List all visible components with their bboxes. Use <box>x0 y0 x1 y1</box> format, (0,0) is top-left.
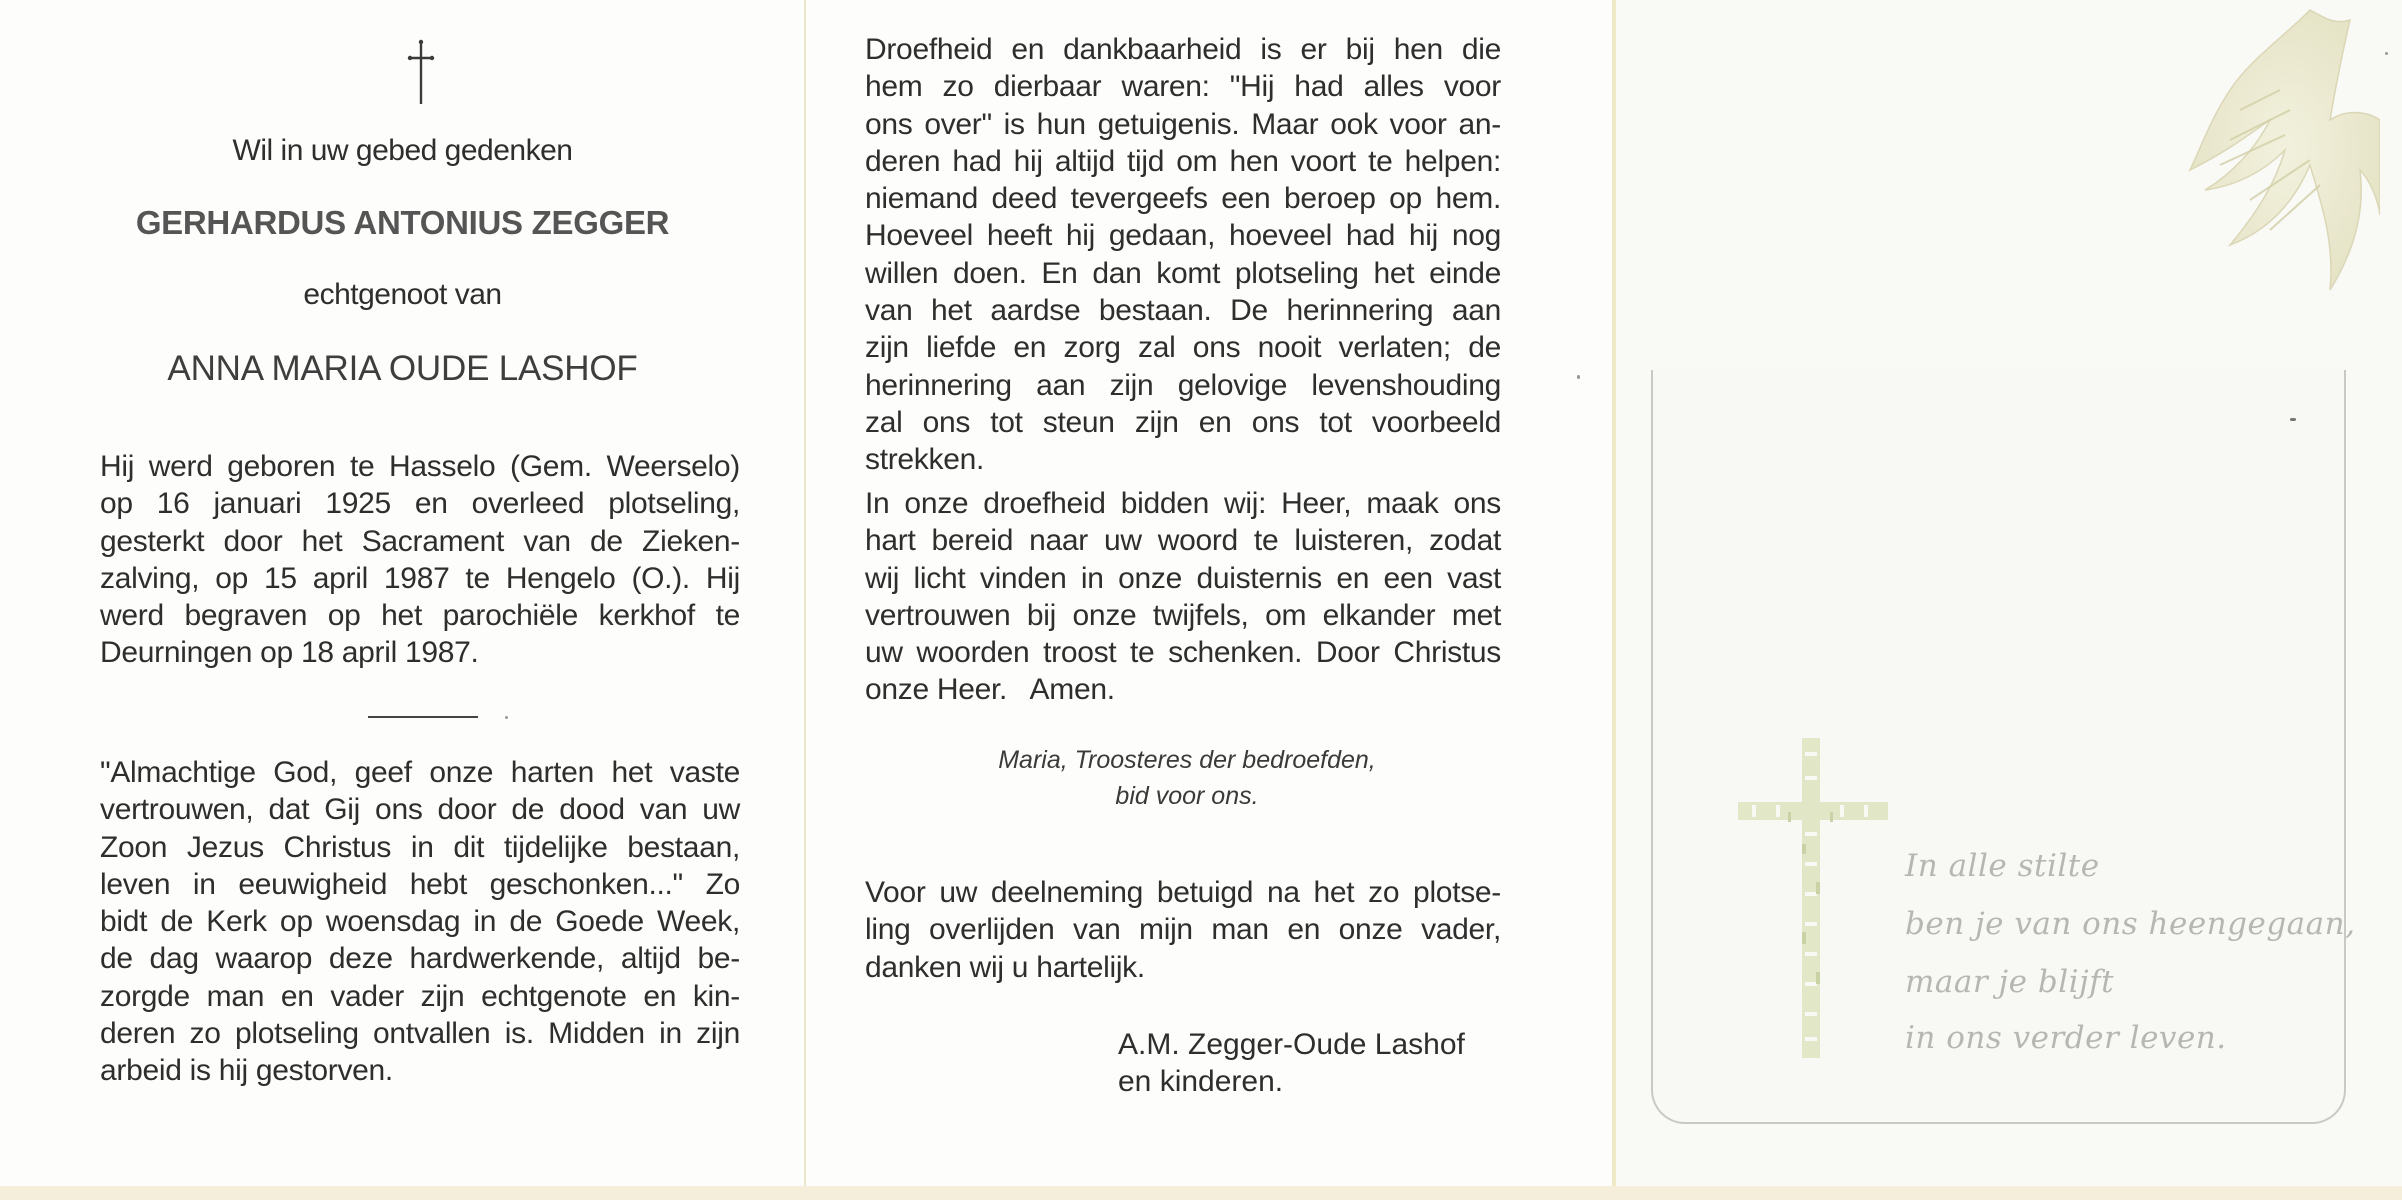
bio-line: op 16 januari 1925 en overleed plotseling, <box>100 487 740 521</box>
remembrance-line: deren had hij altijd tijd om hen voort te helpen: <box>865 144 1501 178</box>
quote-line: vertrouwen, dat Gij ons door de dood van uw <box>100 793 740 827</box>
dove-image <box>2080 0 2380 340</box>
remembrance-line: Hoeveel heeft hij gedaan, hoeveel had hij nog <box>865 219 1501 253</box>
prayer-line: In onze droefheid bidden wij: Heer, maak ons <box>865 487 1501 520</box>
remembrance-paragraph <box>865 31 1501 479</box>
deceased-name: GERHARDUS ANTONIUS ZEGGER <box>135 204 670 241</box>
fold-line <box>1612 0 1616 1200</box>
prayer-line: vertrouwen bij onze twijfels, om elkander met <box>865 598 1501 632</box>
thanks-paragraph <box>865 874 1501 986</box>
remembrance-line: strekken. <box>865 443 985 477</box>
remembrance-line: Droefheid en dankbaarheid is er bij hen die <box>865 33 1501 66</box>
bio-line: werd begraven op het parochiële kerkhof te <box>100 599 740 633</box>
quote-line: arbeid is hij gestorven. <box>100 1054 393 1088</box>
signature-name: A.M. Zegger-Oude Lashof <box>1118 1028 1465 1061</box>
quote-line: de dag waarop deze hardwerkende, altijd be- <box>100 942 740 976</box>
quote-line: deren zo plotseling ontvallen is. Midden in zijn <box>100 1017 740 1051</box>
remembrance-line: hem zo dierbaar waren: "Hij had alles voor <box>865 70 1501 104</box>
remembrance-line: van het aardse bestaan. De herinnering aan <box>865 294 1501 328</box>
remembrance-line: niemand deed tevergeefs een beroep op hem. <box>865 182 1501 216</box>
signature-family: en kinderen. <box>1118 1065 1284 1098</box>
bio-line: Deurningen op 18 april 1987. <box>100 636 479 670</box>
prayer-paragraph <box>865 485 1501 709</box>
quote-line: leven in eeuwigheid hebt geschonken..." Zo <box>100 867 740 901</box>
invocation-line: bid voor ons. <box>1115 782 1259 810</box>
paper-speck <box>2290 418 2296 421</box>
marian-invocation <box>882 742 1492 814</box>
thanks-line: Voor uw deelneming betuigd na het zo plotse- <box>865 876 1501 909</box>
cross-icon <box>401 38 441 106</box>
paper-speck <box>505 716 508 719</box>
poem-line: maar je blijft <box>1905 964 2115 1000</box>
thanks-line: danken wij u hartelijk. <box>865 950 1145 984</box>
left-panel <box>0 0 805 1200</box>
remembrance-line: willen doen. En dan komt plotseling het einde <box>865 256 1501 290</box>
bio-line: Hij werd geboren te Hasselo (Gem. Weerselo) <box>100 450 740 483</box>
bio-line: zalving, op 15 april 1987 te Hengelo (O.). Hij <box>100 561 740 595</box>
prayer-line: hart bereid naar uw woord te luisteren, zodat <box>865 524 1501 558</box>
divider-line <box>368 716 478 718</box>
biography-paragraph <box>100 448 740 672</box>
quote-line: zorgde man en vader zijn echtgenote en kin- <box>100 979 740 1013</box>
embossed-cross-image <box>1730 732 1900 1062</box>
remembrance-line: herinnering aan zijn gelovige levenshouding <box>865 368 1501 402</box>
thanks-line: ling overlijden van mijn man en onze vader, <box>865 913 1501 947</box>
prayer-line: wij licht vinden in onze duisternis en een vast <box>865 561 1501 595</box>
quote-line: "Almachtige God, geef onze harten het vaste <box>100 756 740 789</box>
remembrance-line: zijn liefde en zorg zal ons nooit verlaten; de <box>865 331 1501 365</box>
fold-line <box>804 0 806 1200</box>
paper-edge <box>0 1186 2402 1200</box>
prayer-line: uw woorden troost te schenken. Door Christus <box>865 636 1501 670</box>
spouse-label: echtgenoot van <box>303 278 502 311</box>
poem-line: in ons verder leven. <box>1905 1020 2227 1056</box>
remembrance-line: ons over" is hun getuigenis. Maar ook voor an- <box>865 107 1501 141</box>
remembrance-line: zal ons tot steun zijn en ons tot voorbeeld <box>865 405 1501 439</box>
poem-line: ben je van ons heengegaan, <box>1905 906 2356 942</box>
poem-line: In alle stilte <box>1905 848 2100 884</box>
quote-line: Zoon Jezus Christus in dit tijdelijke bestaan, <box>100 830 740 864</box>
paper-speck <box>1577 375 1580 379</box>
invocation-line: Maria, Troosteres der bedroefden, <box>998 746 1376 774</box>
paper-speck <box>2385 52 2388 55</box>
prayer-line: onze Heer. Amen. <box>865 673 1115 707</box>
intro-text: Wil in uw gebed gedenken <box>232 134 573 167</box>
spouse-name: ANNA MARIA OUDE LASHOF <box>167 349 638 388</box>
quote-line: bidt de Kerk op woensdag in de Goede Week, <box>100 905 740 939</box>
prayer-quote-paragraph <box>100 754 740 1090</box>
bio-line: gesterkt door het Sacrament van de Zieken- <box>100 524 740 558</box>
